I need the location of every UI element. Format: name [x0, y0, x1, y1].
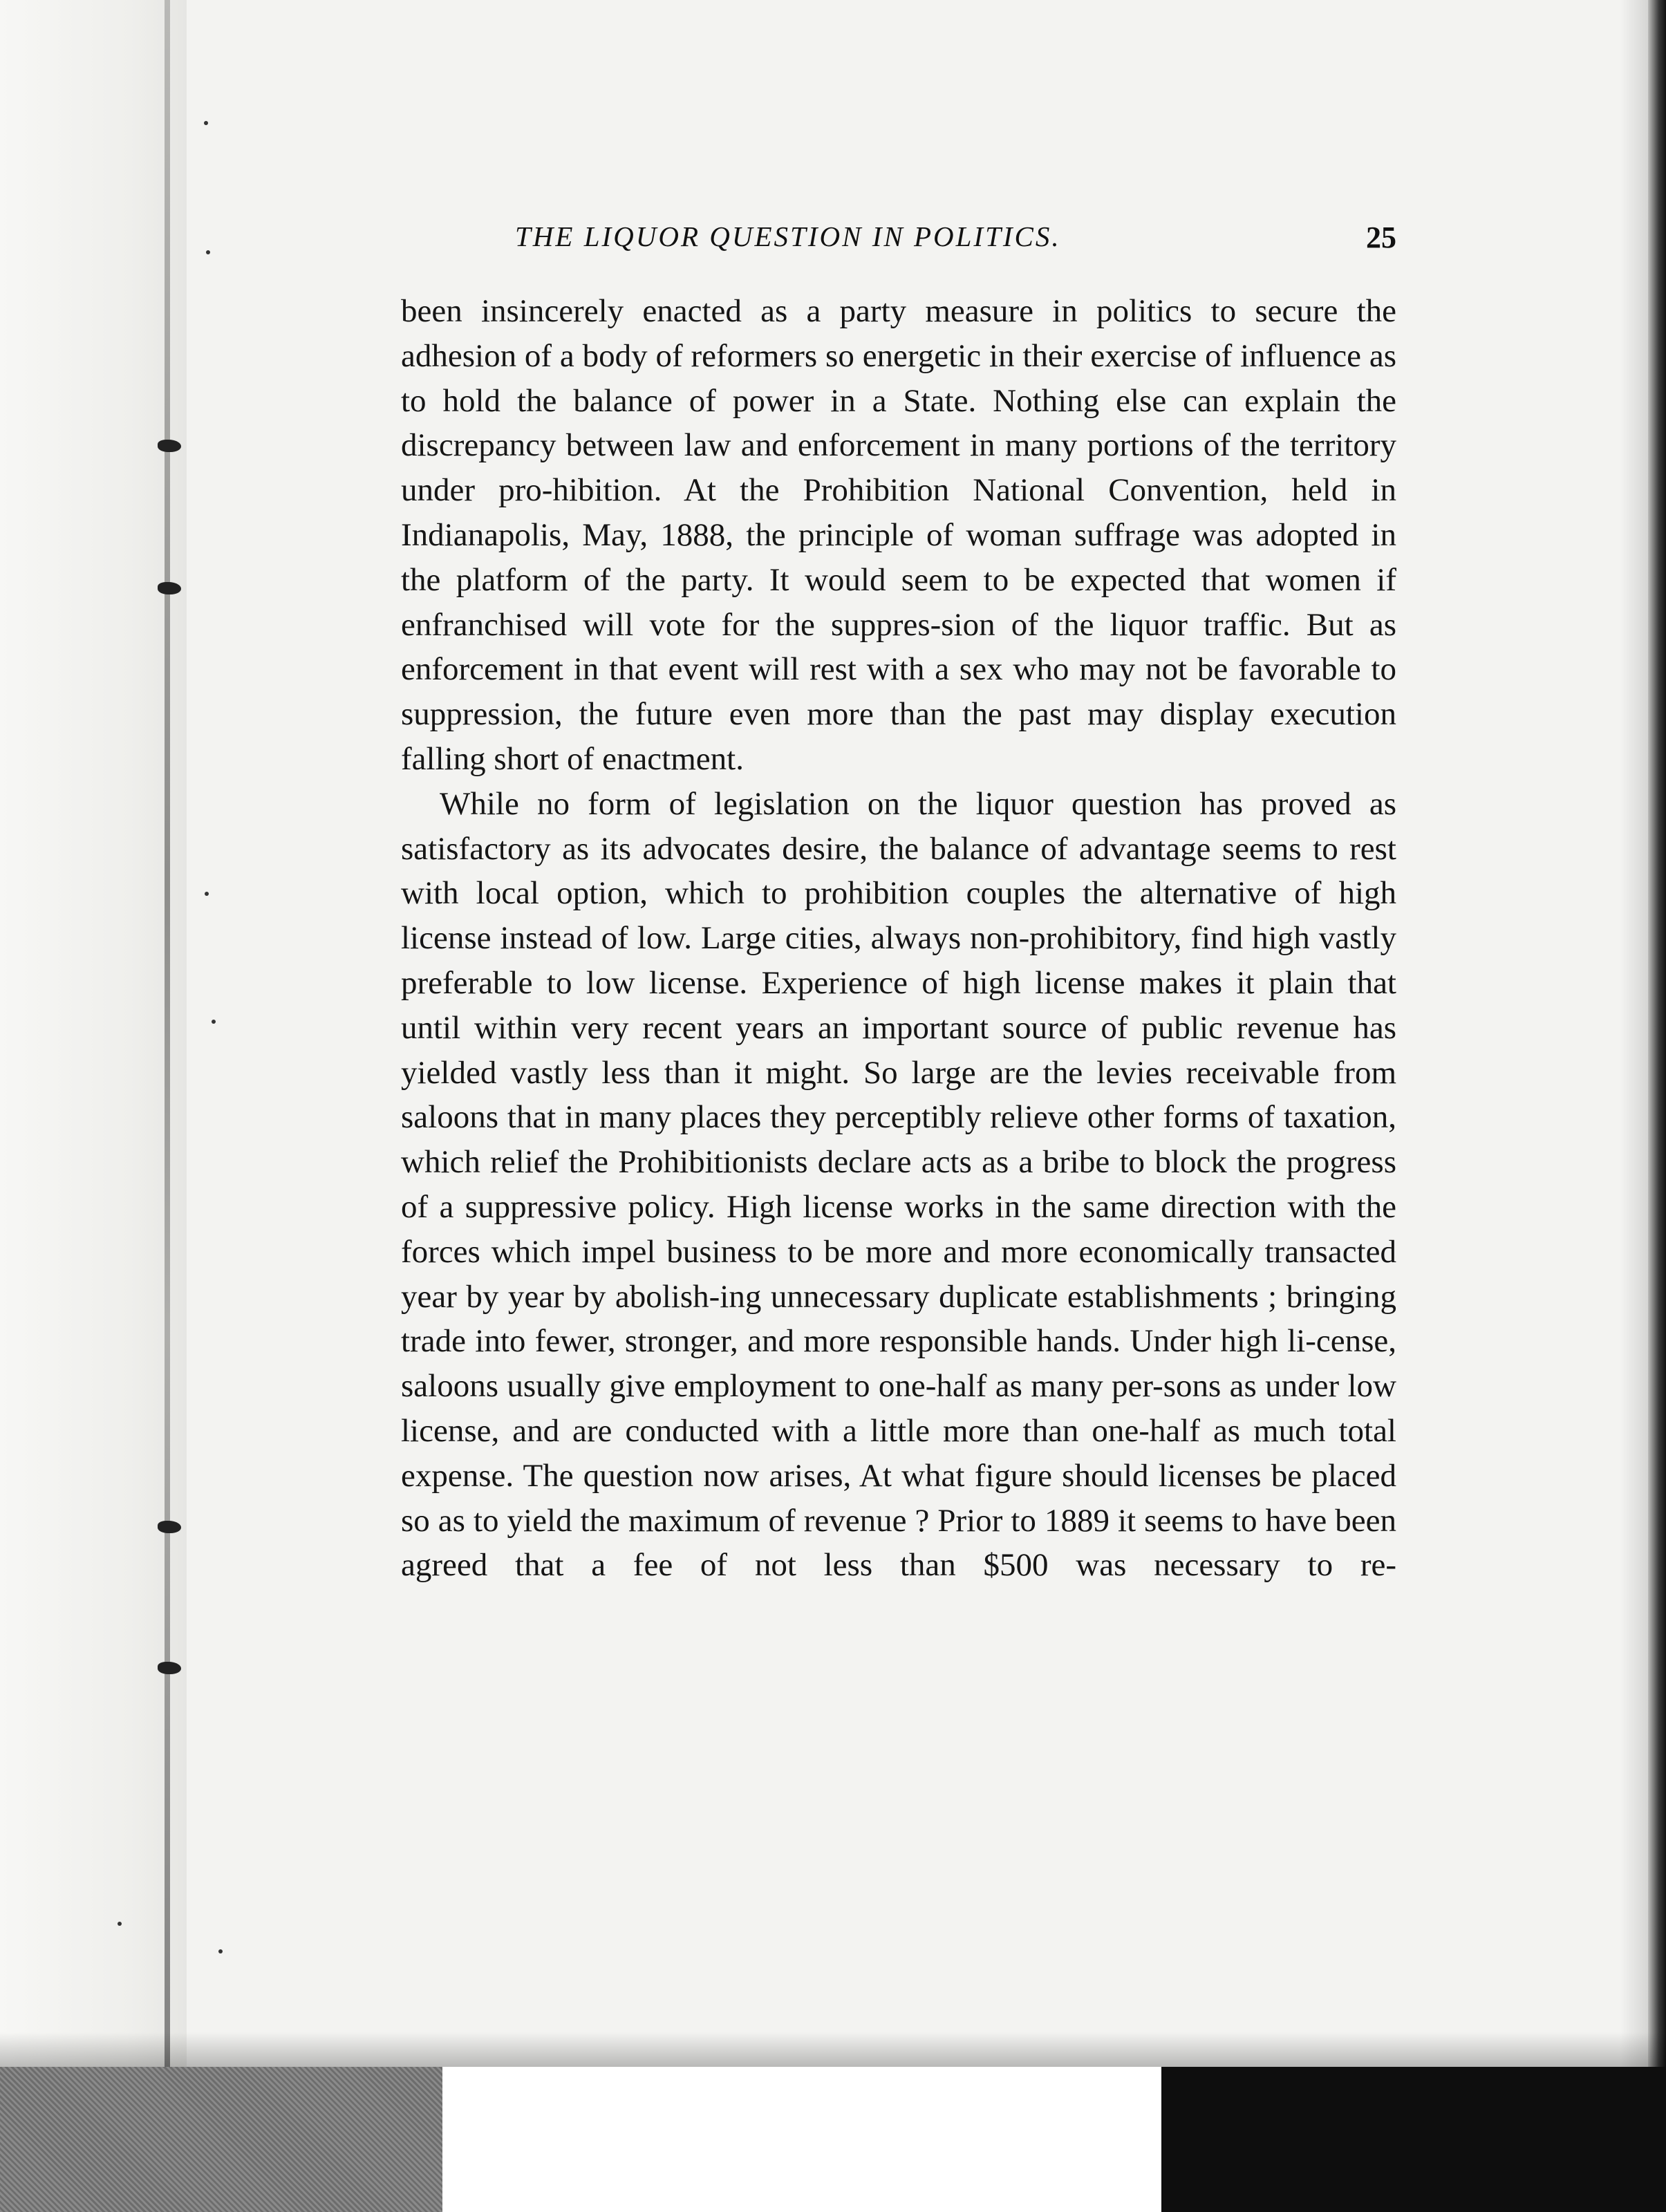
binding-stitch	[158, 1521, 181, 1533]
page-header	[401, 220, 1396, 261]
scan-speck	[204, 121, 208, 125]
running-title: THE LIQUOR QUESTION IN POLITICS.	[515, 221, 1061, 252]
page-number: 25	[1366, 221, 1396, 254]
scanner-calibration-strip	[442, 2067, 1161, 2212]
bottom-page-shadow	[0, 2032, 1666, 2068]
scan-speck	[118, 1922, 122, 1926]
paragraph: While no form of legislation on the liquor question has proved as satisfactory as its advocates desire, the balance of advantage seems to rest with local option, which to prohibition couples the alternative of high license instead of low. Large cities, always non-prohibitory, find high vastly preferable to low license. Experience of high license makes it plain that until within very recent years an important source of public revenue has yielded vastly less than it might. So large are the levies receivable from saloons that in many places they perceptibly relieve other forms of taxation, which relief the Prohibitionists declare acts as a bribe to block the progress of a suppressive policy. High license works in the same direction with the forces which impel business to be more and more economically transacted year by year by abolish-ing unnecessary duplicate establishments ; bringing trade into fewer, stronger, and more responsible hands. Under high li-cense, saloons usually give employment to one-half as many per-sons as under low license, and are conducted with a little more than one-half as much total expense. The question now arises, At what figure should licenses be placed so as to yield the maximum of revenue ? Prior to 1889 it seems to have been agreed that a fee of not less than $500 was necessary to re-	[401, 785, 1396, 1584]
binding-stitch	[158, 582, 181, 594]
binding-stitch	[158, 440, 181, 452]
scan-speck	[206, 250, 210, 254]
body-text	[401, 289, 1396, 1588]
paragraph: been insincerely enacted as a party measure in politics to secure the adhesion of a body of reformers so energetic in their exercise of influence as to hold the balance of power in a State. Nothing else can explain the discrepancy between law and enforcement in many portions of the territory under pro-hibition. At the Prohibition National Convention, held in Indianapolis, May, 1888, the principle of woman suffrage was adopted in the platform of the party. It would seem to be expected that women if enfranchised will vote for the suppres-sion of the liquor traffic. But as enforcement in that event will rest with a sex who may not be favorable to suppression, the future even more than the past may display execution falling short of enactment.	[401, 293, 1396, 777]
binding-spine-line	[165, 0, 170, 2212]
scanner-bed-texture	[0, 2067, 442, 2212]
scan-speck	[205, 892, 209, 896]
binding-stitch	[158, 1662, 181, 1674]
page-curl-shadow	[1620, 0, 1648, 2067]
scan-speck	[212, 1020, 216, 1024]
scan-speck	[218, 1949, 223, 1953]
right-page-edge	[1648, 0, 1666, 2212]
binding-gutter	[0, 0, 187, 2212]
